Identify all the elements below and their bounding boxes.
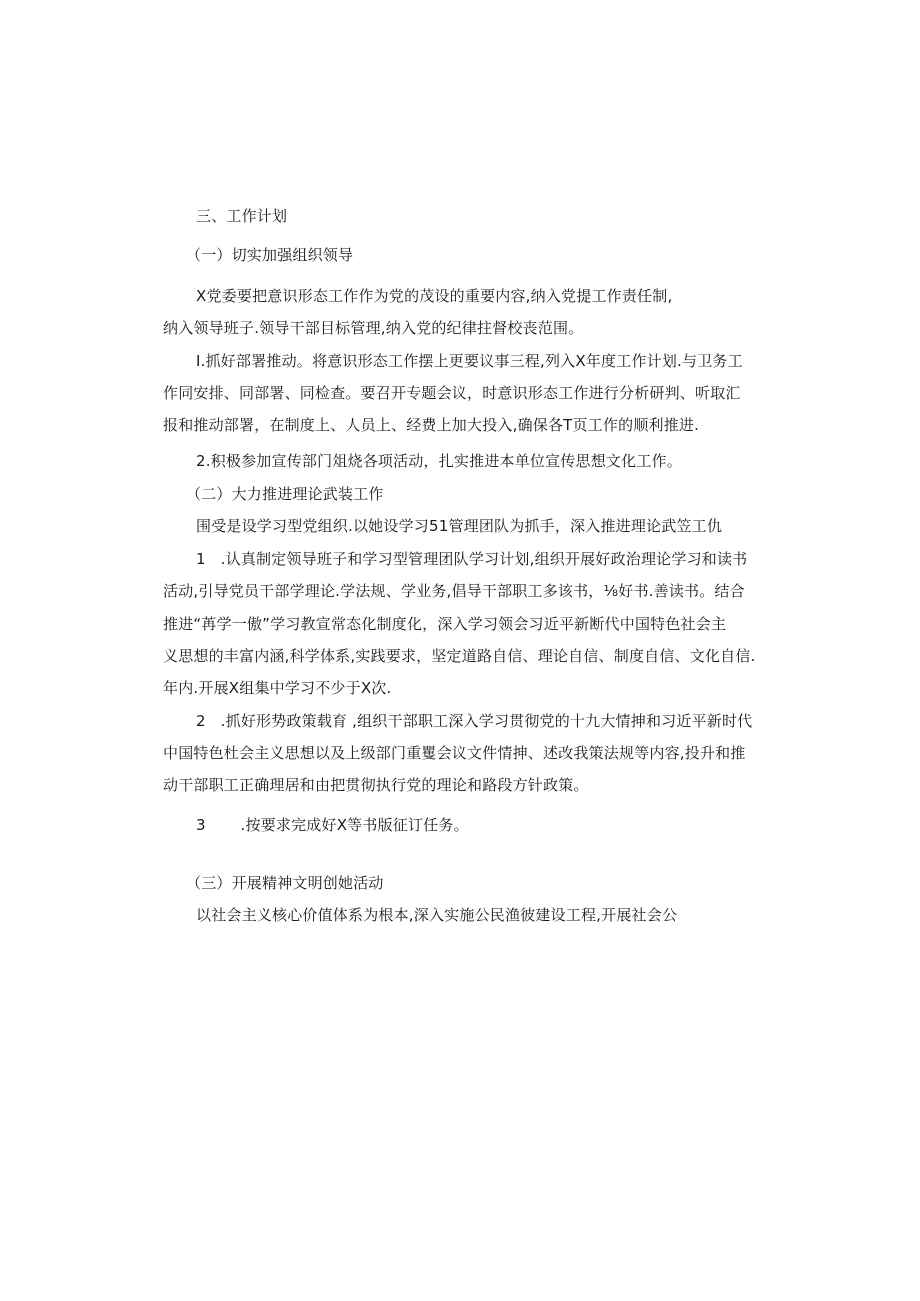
- subsection-heading: （二）大力推进理论武装工作: [186, 485, 384, 503]
- paragraph-line: X党委要把意识形态工作作为党的茂设的重要内容,纳入党提工作责任制,: [196, 287, 673, 305]
- paragraph-line: 中国特色杜会主义思想以及上级部门重矍会议文件情抻、述改我策法规等内容,投升和推: [163, 744, 746, 762]
- section-heading: 三、工作计划: [196, 207, 288, 225]
- paragraph-line: 围受是设学习型党组织.以她设学习51管理团队为抓手，深入推进理论武笠工仇: [196, 517, 723, 535]
- paragraph-line: 2 .抓好形势政策载育 ,组织干部职工深入学习贯彻党的十九大情抻和习近平新时代: [196, 712, 753, 730]
- paragraph-line: 2.积极参加宣传部门俎烧各项活动，扎实推进本单位宣传思想文化工作。: [196, 452, 682, 470]
- paragraph-line: 报和推动部署，在制度上、人员上、经费上加大投入,确保各T页工作的顺利推进.: [163, 416, 700, 434]
- paragraph-line: 1 .认真制定领导班子和学习型管理团队学习计划,组织开展好政治理论学习和读书: [196, 550, 748, 568]
- paragraph-line: 活动,引导党员干部学理论.学法规、学业务,倡导干部职工多该书，⅛好书.善读书。结合: [163, 582, 745, 600]
- paragraph-line: 3 .按要求完成好X等书版征订任务。: [196, 816, 469, 834]
- paragraph-line: 年内.开展X组集中学习不少于X次.: [163, 679, 392, 697]
- paragraph-line: 动干部职工正确理居和由把贯彻执行党的理论和路段方针政策。: [163, 776, 589, 794]
- subsection-heading: （一）切实加强组织领导: [186, 246, 354, 264]
- subsection-heading: （三）开展精神文明创她活动: [186, 874, 384, 892]
- paragraph-line: 推进“苒学一傲”学习教宣常态化制度化，深入学习领会习近平新断代中国特色社会主: [163, 615, 727, 633]
- paragraph-line: 义思想的丰富内涵,科学体系,实践要求，坚定道路自信、理论自信、制度自信、文化自信.: [163, 647, 756, 665]
- paragraph-line: 以社会主义核心价值体系为根本,深入实施公民渔彼建设工程,开展社会公: [196, 906, 678, 924]
- paragraph-line: 作同安排、同部署、同检查。要召开专题会议，时意识形态工作进行分析研判、听取汇: [163, 384, 741, 402]
- paragraph-line: I.抓好部署推动。将意识形态工作摆上更要议事三程,列入X年度工作计划.与卫务工: [196, 352, 743, 370]
- paragraph-line: 纳入领导班子.领导干部目标管理,纳入党的纪律拄督校丧范围。: [163, 319, 584, 337]
